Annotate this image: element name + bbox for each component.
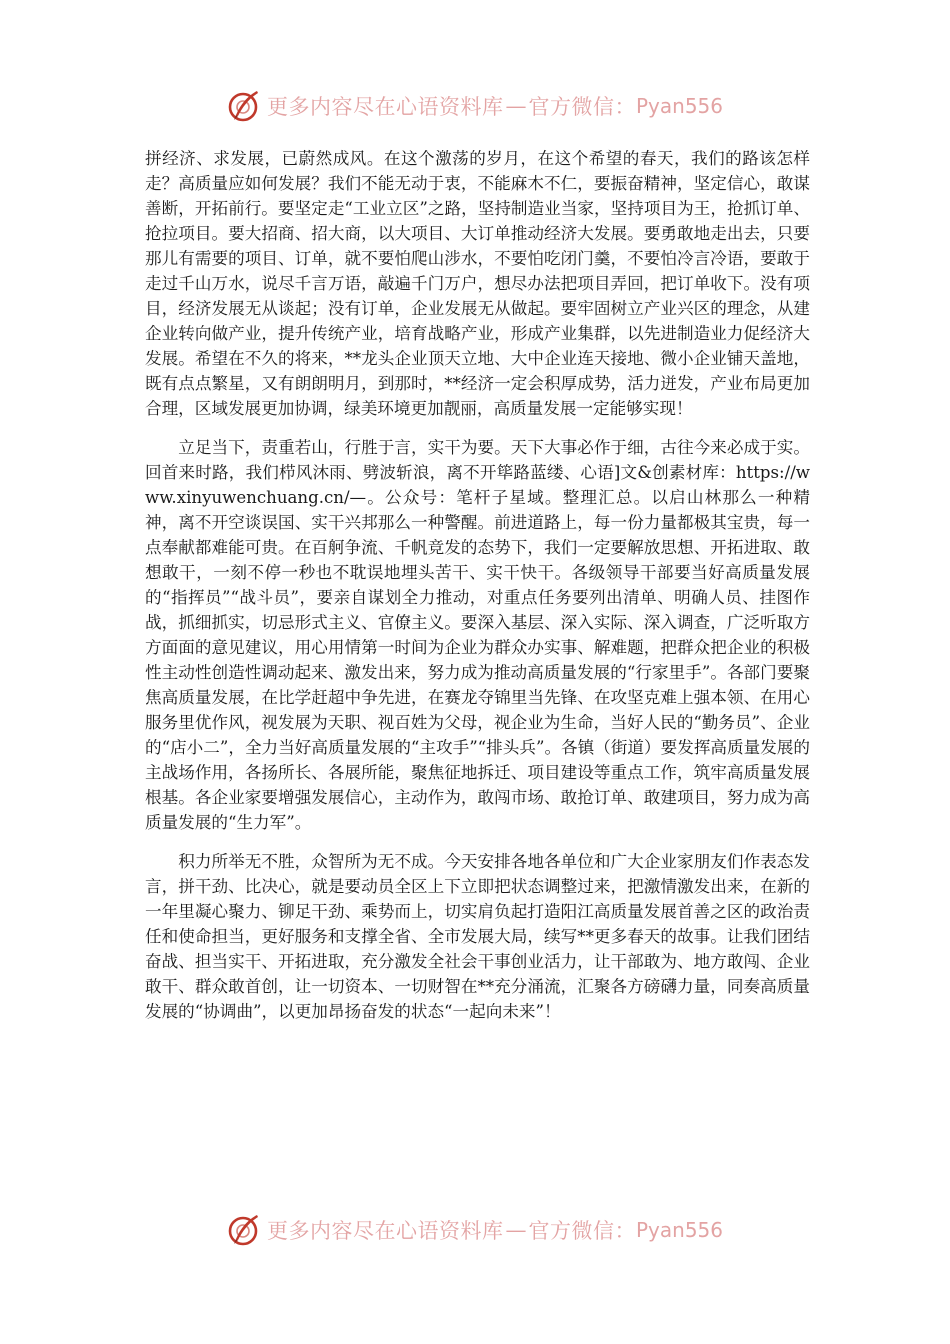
header-banner-text: 更多内容尽在心语资料库 [266,95,504,119]
quill-logo-icon [227,1213,261,1247]
header-banner-dash: — [505,94,527,118]
footer-wechat-id: Pyan556 [635,1218,723,1242]
footer-banner-text: 更多内容尽在心语资料库 [266,1219,504,1243]
quill-logo-icon [227,89,261,123]
header-wechat-label: 官方微信： [528,95,636,119]
paragraph-3: 积力所举无不胜，众智所为无不成。今天安排各地各单位和广大企业家朋友们作表态发言，拼干劲、比决心，就是要动员全区上下立即把状态调整过来，把激情激发出来，在新的一年里凝心聚力、铆足干劲、乘势而上，切实肩负起打造阳江高质量发展首善之区的政治责任和使命担当，更好服务和支撑全省、全市发展大局，续写**更多春天的故事。让我们团结奋战、担当实干、开拓进取，充分激发全社会干事创业活力，让干部敢为、地方敢闯、企业敢干、群众敢首创，让一切资本、一切财智在**充分涌流，汇聚各方磅礴力量，同奏高质量发展的“协调曲”，以更加昂扬奋发的状态“一起向未来”！ [145,852,810,1021]
paragraph-2: 立足当下，责重若山，行胜于言，实干为要。天下大事必作于细，古往今来必成于实。回首来时路，我们栉风沐雨、劈波斩浪，离不开筚路蓝缕、心语]文&创素材库：https://www.xinyuwenchuang.cn/—。公众号：笔杆子星域。整理汇总。以启山林那么一种精神，离不开空谈误国、实干兴邦那么一种警醒。前进道路上，每一份力量都极其宝贵，每一点奉献都难能可贵。在百舸争流、千帆竞发的态势下，我们一定要解放思想、开拓进取、敢想敢干，一刻不停一秒也不耽误地埋头苦干、实干快干。各级领导干部要当好高质量发展的“指挥员”“战斗员”，要亲自谋划全力推动，对重点任务要列出清单、明确人员、挂图作战，抓细抓实，切忌形式主义、官僚主义。要深入基层、深入实际、深入调查，广泛听取方方面面的意见建议，用心用情第一时间为企业为群众办实事、解难题，把群众把企业的积极性主动性创造性调动起来、激发出来，努力成为推动高质量发展的“行家里手”。各部门要聚焦高质量发展，在比学赶超中争先进，在赛龙夺锦里当先锋、在攻坚克难上强本领、在用心服务里优作风，视发展为天职、视百姓为父母，视企业为生命，当好人民的“勤务员”、企业的“店小二”，全力当好高质量发展的“主攻手”“排头兵”。各镇（街道）要发挥高质量发展的主战场作用，各扬所长、各展所能，聚焦征地拆迁、项目建设等重点工作，筑牢高质量发展根基。各企业家要增强发展信心，主动作为，敢闯市场、敢抢订单、敢建项目，努力成为高质量发展的“生力军”。 [145,438,810,832]
header-banner [0,86,950,126]
document-body [145,146,810,1038]
footer-banner [0,1210,950,1250]
footer-banner-dash: — [505,1218,527,1242]
header-wechat-id: Pyan556 [635,94,723,118]
footer-wechat-label: 官方微信： [528,1219,636,1243]
paragraph-1: 拼经济、求发展，已蔚然成风。在这个激荡的岁月，在这个希望的春天，我们的路该怎样走？高质量应如何发展？我们不能无动于衷，不能麻木不仁，要振奋精神，坚定信心，敢谋善断，开拓前行。要坚定走“工业立区”之路，坚持制造业当家，坚持项目为王，抢抓订单、抢拉项目。要大招商、招大商，以大项目、大订单推动经济大发展。要勇敢地走出去，只要那儿有需要的项目、订单，就不要怕爬山涉水，不要怕吃闭门羹，不要怕冷言冷语，要敢于走过千山万水，说尽千言万语，敲遍千门万户，想尽办法把项目弄回，把订单收下。没有项目，经济发展无从谈起；没有订单，企业发展无从做起。要牢固树立产业兴区的理念，从建企业转向做产业，提升传统产业，培育战略产业，形成产业集群，以先进制造业力促经济大发展。希望在不久的将来，**龙头企业顶天立地、大中企业连天接地、微小企业铺天盖地，既有点点繁星，又有朗朗明月，到那时，**经济一定会积厚成势，活力迸发，产业布局更加合理，区域发展更加协调，绿美环境更加靓丽，高质量发展一定能够实现！ [145,149,810,418]
